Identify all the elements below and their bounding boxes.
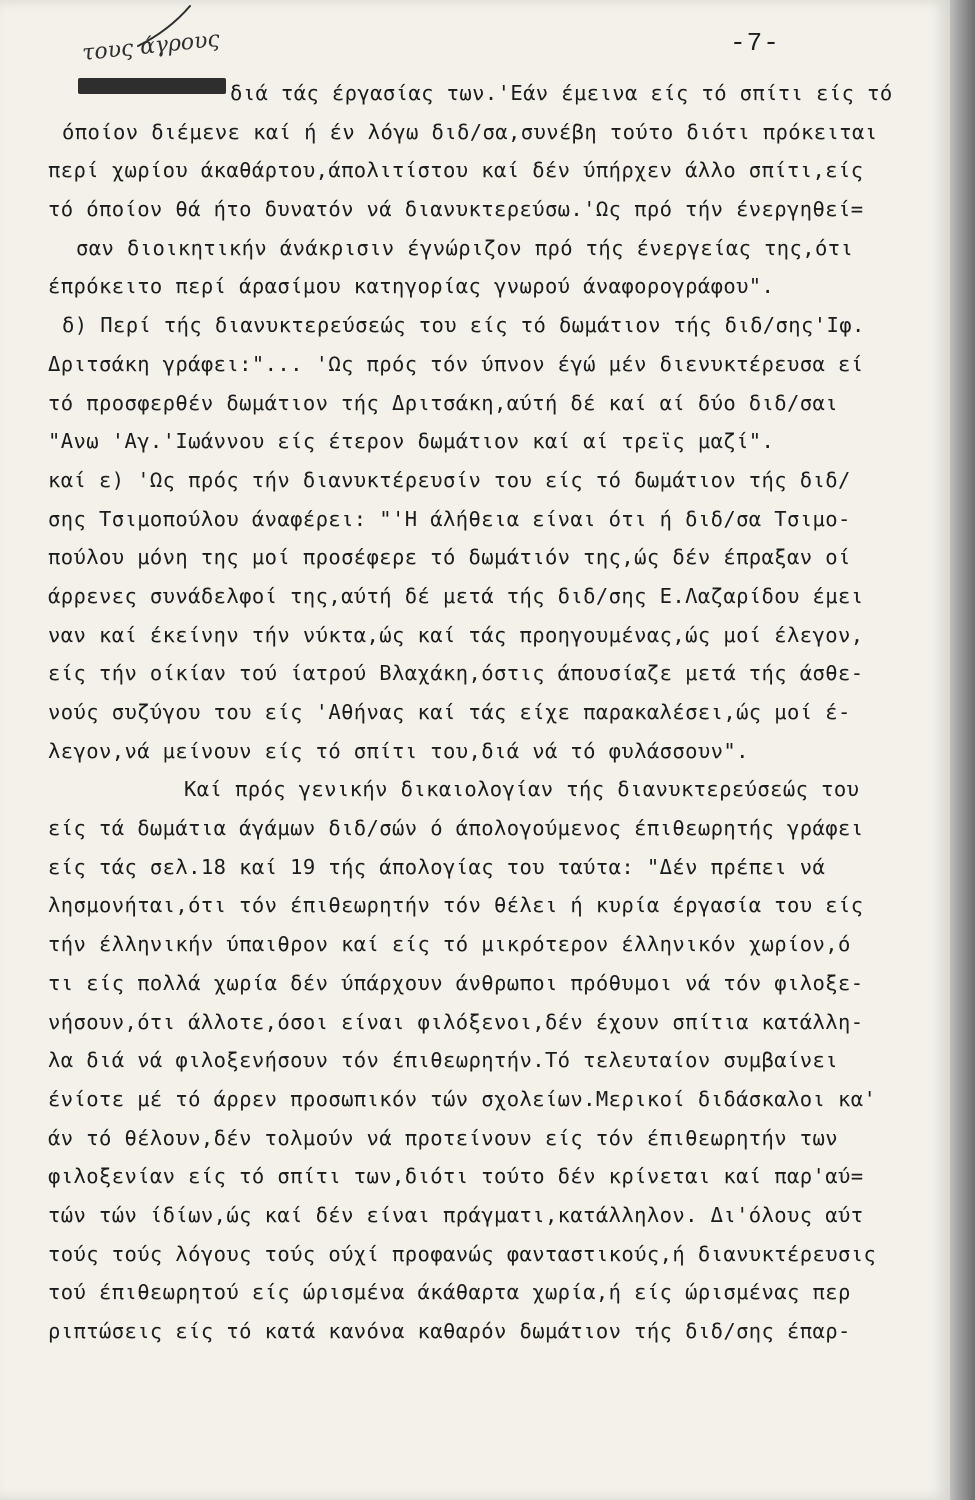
scan-edge bbox=[950, 0, 975, 1500]
text-line: τό όποίον θά ήτο δυνατόν νά διανυκτερεύσω.'Ως πρό τήν ένεργηθεί= bbox=[48, 197, 864, 222]
text-line: σαν διοικητικήν άνάκρισιν έγνώριζον πρό τής ένεργείας της,ότι bbox=[76, 235, 854, 260]
page-number: -7- bbox=[730, 28, 780, 58]
text-line: διά τάς έργασίας των.'Εάν έμεινα είς τό σπίτι είς τό bbox=[230, 81, 893, 105]
text-line: είς τάς σελ.18 καί 19 τής άπολογίας του ταύτα: "Δέν πρέπει νά bbox=[48, 854, 826, 879]
text-line: όποίον διέμενε καί ή έν λόγω διδ/σα,συνέβη τούτο διότι πρόκειται bbox=[62, 119, 878, 144]
text-line: καί ε) 'Ως πρός τήν διανυκτέρευσίν του είς τό δωμάτιον τής διδ/ bbox=[48, 467, 851, 492]
text-line: τούς τούς λόγους τούς ούχί προφανώς φανταστικούς,ή διανυκτέρευσις bbox=[48, 1241, 877, 1266]
text-line: Καί πρός γενικήν δικαιολογίαν τής διανυκτερεύσεώς του bbox=[184, 777, 860, 802]
text-line: πούλου μόνη της μοί προσέφερε τό δωμάτιόν της,ώς δέν έπραξαν οί bbox=[48, 545, 851, 570]
text-line: είς τά δωμάτια άγάμων διδ/σών ό άπολογούμενος έπιθεωρητής γράφει bbox=[48, 816, 864, 841]
text-line: σης Τσιμοπούλου άναφέρει: "'Η άλήθεια είναι ότι ή διδ/σα Τσιμο- bbox=[48, 506, 851, 531]
typewritten-body bbox=[48, 74, 918, 1351]
text-line: φιλοξενίαν είς τό σπίτι των,διότι τούτο δέν κρίνεται καί παρ'αύ= bbox=[48, 1164, 864, 1189]
text-line: λεγον,νά μείνουν είς τό σπίτι του,διά νά τό φυλάσσουν". bbox=[48, 738, 749, 763]
text-line: δ) Περί τής διανυκτερεύσεώς του είς τό δωμάτιον τής διδ/σης'Ιφ. bbox=[62, 313, 865, 338]
text-line: λα διά νά φιλοξενήσουν τόν έπιθεωρητήν.Τό τελευταίον συμβαίνει bbox=[48, 1048, 839, 1073]
text-line: ναν καί έκείνην τήν νύκτα,ώς καί τάς προηγουμένας,ώς μοί έλεγον, bbox=[48, 622, 864, 647]
text-line: Δριτσάκη γράφει:"... 'Ως πρός τόν ύπνον έγώ μέν διενυκτέρευσα εί bbox=[48, 351, 864, 376]
text-line: τό προσφερθέν δωμάτιον τής Δριτσάκη,αύτή δέ καί αί δύο διδ/σαι bbox=[48, 390, 839, 415]
text-line: περί χωρίου άκαθάρτου,άπολιτίστου καί δέν ύπήρχεν άλλο σπίτι,είς bbox=[48, 158, 864, 183]
text-line: λησμονήται,ότι τόν έπιθεωρητήν τόν θέλει ή κυρία έργασία του είς bbox=[48, 893, 864, 918]
text-line: τού έπιθεωρητού είς ώρισμένα άκάθαρτα χωρία,ή είς ώρισμένας περ bbox=[48, 1280, 851, 1305]
text-line: "Ανω 'Αγ.'Ιωάννου είς έτερον δωμάτιον καί αί τρεϊς μαζί". bbox=[48, 429, 775, 454]
text-line: νούς συζύγου του είς 'Αθήνας καί τάς είχε παρακαλέσει,ώς μοί έ- bbox=[48, 700, 851, 724]
text-line: τήν έλληνικήν ύπαιθρον καί είς τό μικρότερον έλληνικόν χωρίον,ό bbox=[48, 932, 851, 957]
text-line: νήσουν,ότι άλλοτε,όσοι είναι φιλόξενοι,δέν έχουν σπίτια κατάλλη- bbox=[48, 1009, 864, 1034]
text-line: είς τήν οίκίαν τού ίατρού Βλαχάκη,όστις άπουσίαζε μετά τής άσθε- bbox=[48, 661, 864, 686]
text-line: τών τών ίδίων,ώς καί δέν είναι πράγματι,κατάλληλον. Δι'όλους αύτ bbox=[48, 1202, 864, 1227]
handwritten-annotation: τους άγρους bbox=[81, 26, 221, 67]
text-line: άρρενες συνάδελφοί της,αύτή δέ μετά τής διδ/σης Ε.Λαζαρίδου έμει bbox=[48, 583, 864, 608]
text-line: τι είς πολλά χωρία δέν ύπάρχουν άνθρωποι πρόθυμοι νά τόν φιλοξε- bbox=[48, 970, 864, 995]
text-line: έπρόκειτο περί άρασίμου κατηγορίας γνωρού άναφορογράφου". bbox=[48, 274, 775, 299]
text-line: άν τό θέλουν,δέν τολμούν νά προτείνουν είς τόν έπιθεωρητήν των bbox=[48, 1125, 839, 1150]
text-line: ένίοτε μέ τό άρρεν προσωπικόν τών σχολείων.Μερικοί διδάσκαλοι κα' bbox=[48, 1086, 877, 1111]
text-line: ριπτώσεις είς τό κατά κανόνα καθαρόν δωμάτιον τής διδ/σης έπαρ- bbox=[48, 1319, 851, 1343]
